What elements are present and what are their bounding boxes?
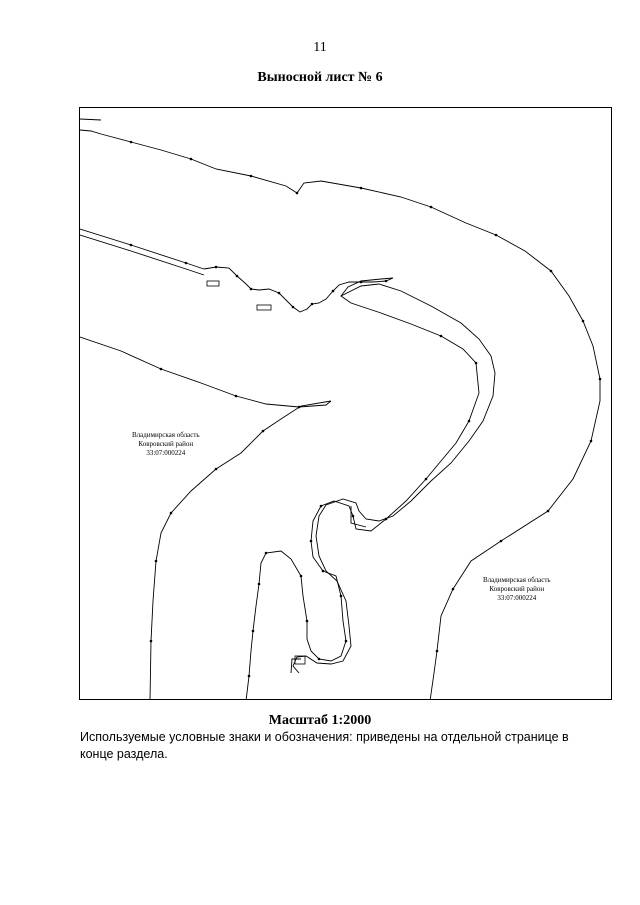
boundary-line-upper-outer [80, 130, 600, 700]
boundary-line-top-left [80, 119, 101, 120]
boundary-line-river-inner [246, 278, 479, 700]
boundary-line-winding [204, 267, 393, 312]
map-frame [79, 107, 612, 700]
boundary-line-left-diagonal [80, 337, 331, 407]
sheet-title: Выносной лист № 6 [257, 70, 383, 85]
page-number: 11 [313, 40, 327, 55]
map-scale: Масштаб 1:2000 [268, 713, 372, 728]
legend-note: Используемые условные знаки и обозначения: приведены на отдельной странице в конце раздела. [80, 730, 569, 761]
boundary-hook-small [291, 659, 301, 673]
parcel-label-east: Владимирская область Ковровский район 33:07:000224 [483, 576, 551, 602]
parcel-label-west: Владимирская область Ковровский район 33:07:000224 [132, 431, 200, 457]
road-line-bottom [80, 235, 204, 275]
boundary-map [80, 108, 612, 700]
boundary-line-river-inner-2 [293, 284, 495, 673]
